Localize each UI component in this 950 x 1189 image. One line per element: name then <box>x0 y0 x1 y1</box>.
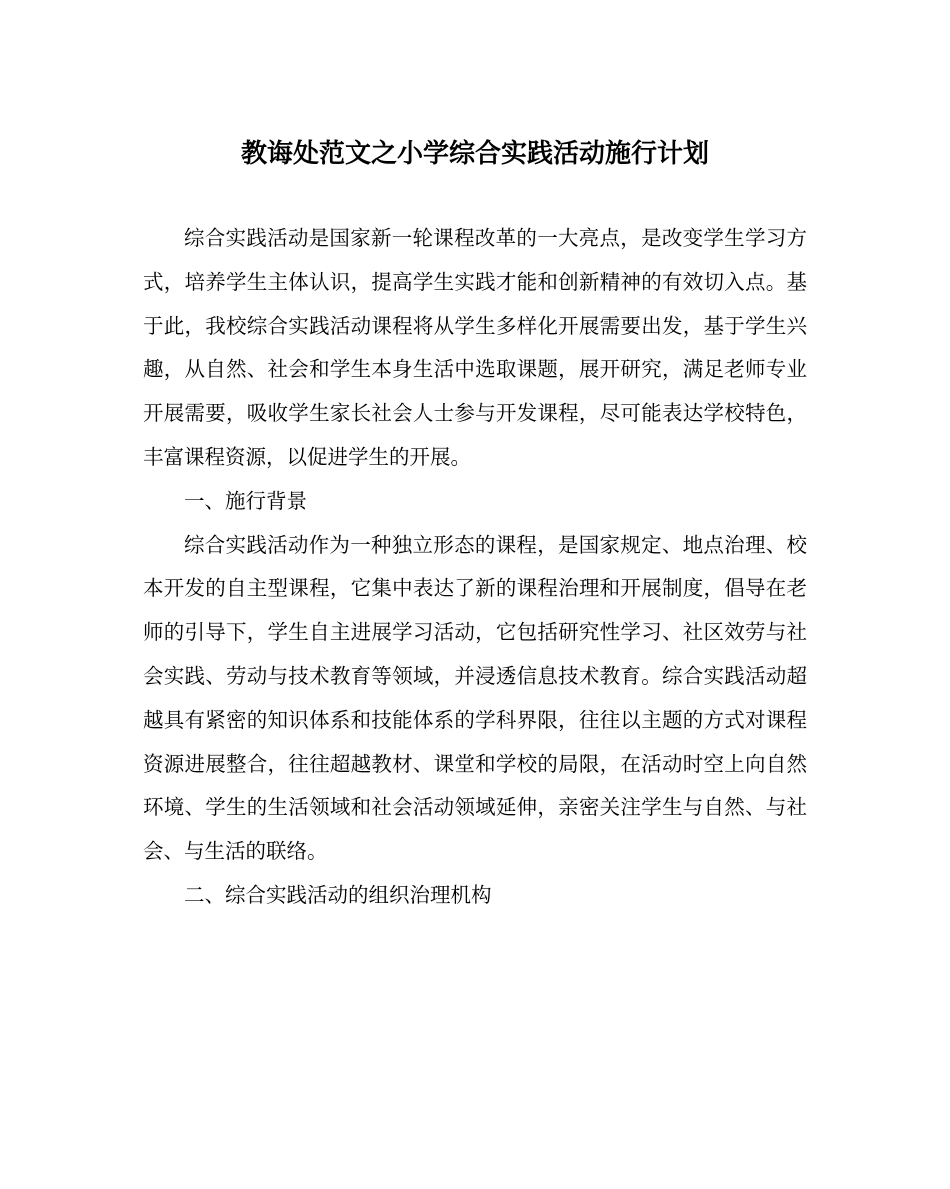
section-heading-organization: 二、综合实践活动的组织治理机构 <box>184 882 492 907</box>
document-title: 教诲处范文之小学综合实践活动施行计划 <box>240 139 709 169</box>
section-heading-background: 一、施行背景 <box>184 488 307 513</box>
document-body <box>143 217 807 918</box>
intro-paragraph: 综合实践活动是国家新一轮课程改革的一大亮点，是改变学生学习方式，培养学生主体认识，提高学生实践才能和创新精神的有效切入点。基于此，我校综合实践活动课程将从学生多样化开展需要出发，基于学生兴趣，从自然、社会和学生本身生活中选取课题，展开研究，满足老师专业开展需要，吸收学生家长社会人士参与开发课程，尽可能表达学校特色，丰富课程资源，以促进学生的开展。 <box>143 226 807 469</box>
background-paragraph: 综合实践活动作为一种独立形态的课程，是国家规定、地点治理、校本开发的自主型课程，它集中表达了新的课程治理和开展制度，倡导在老师的引导下，学生自主进展学习活动，它包括研究性学习、社区效劳与社会实践、劳动与技术教育等领域，并浸透信息技术教育。综合实践活动超越具有紧密的知识体系和技能体系的学科界限，往往以主题的方式对课程资源进展整合，往往超越教材、课堂和学校的局限，在活动时空上向自然环境、学生的生活领域和社会活动领域延伸，亲密关注学生与自然、与社会、与生活的联络。 <box>143 532 807 864</box>
